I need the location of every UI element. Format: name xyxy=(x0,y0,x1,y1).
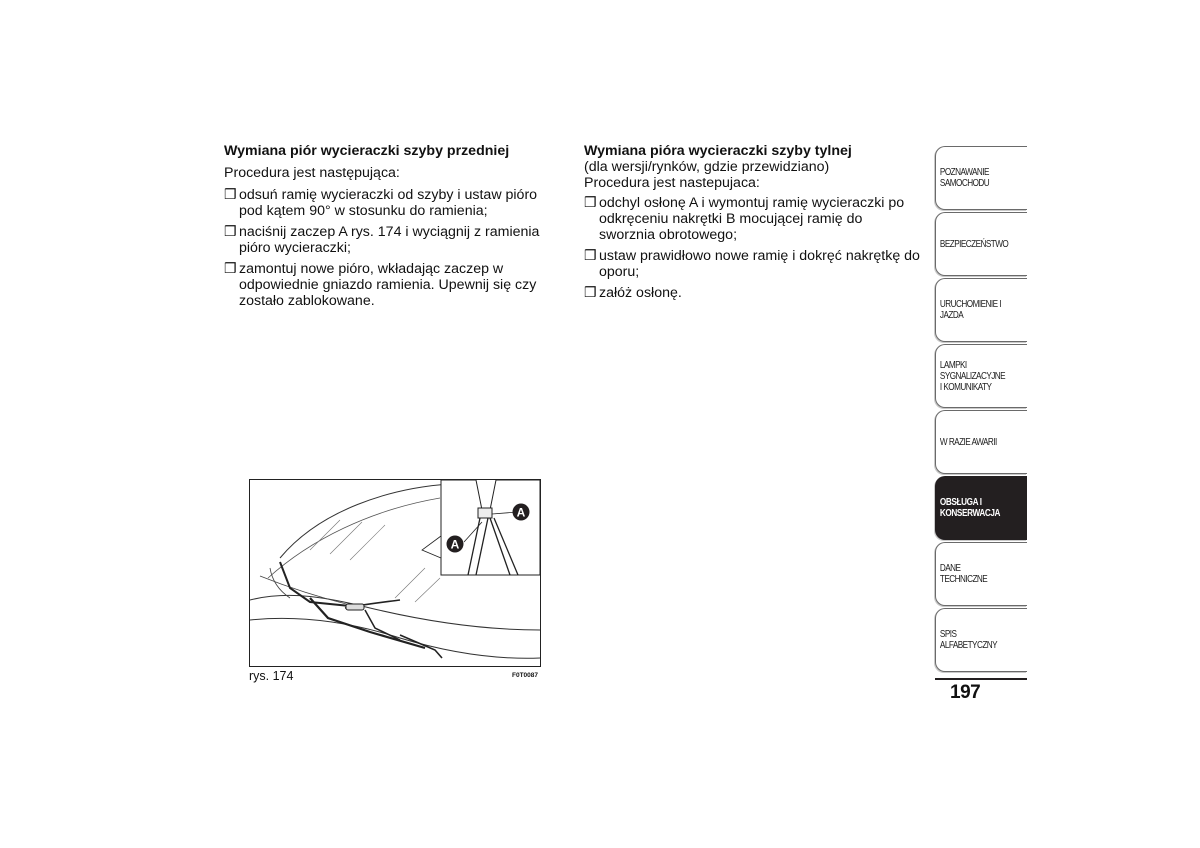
procedure-intro: Procedura jest nastepujaca: xyxy=(584,175,760,191)
figure-code: F0T0087 xyxy=(512,672,539,679)
wiper-illustration xyxy=(249,479,541,667)
list-item: ❒ odchyl osłonę A i wymontuj ramię wycieraczki po odkręceniu nakrętki B mocującej ramię do sworznia obrotowego; xyxy=(584,194,905,243)
list-item: ❒ naciśnij zaczep A rys. 174 i wyciągnij z ramienia pióro wycieraczki; xyxy=(224,223,540,256)
tab-bezpieczenstwo[interactable]: BEZPIECZEŃSTWO xyxy=(935,212,1027,276)
tab-lampki-sygnalizacyjne[interactable]: LAMPKI SYGNALIZACYJNE I KOMUNIKATY xyxy=(935,344,1027,408)
chapter-tabs xyxy=(935,146,1027,674)
callout-a-label: A xyxy=(516,505,526,520)
list-item: ❒ załóż osłonę. xyxy=(584,284,682,301)
bullet-box-icon: ❒ xyxy=(584,284,597,300)
list-item: ❒ ustaw prawidłowo nowe ramię i dokręć nakrętkę do oporu; xyxy=(584,247,920,280)
tab-dane-techniczne[interactable]: DANE TECHNICZNE xyxy=(935,542,1027,606)
left-column xyxy=(224,143,546,314)
bullet-box-icon: ❒ xyxy=(584,247,597,263)
figure-caption: rys. 174 xyxy=(249,669,294,683)
tab-spis-alfabetyczny[interactable]: SPIS ALFABETYCZNY xyxy=(935,608,1027,672)
procedure-intro: Procedura jest następująca: xyxy=(224,165,400,181)
tab-poznawanie-samochodu[interactable]: POZNAWANIE SAMOCHODU xyxy=(935,146,1027,210)
section-subheading: (dla wersji/rynków, gdzie przewidziano) xyxy=(584,159,830,175)
tab-obsluga-i-konserwacja[interactable]: OBSŁUGA I KONSERWACJA xyxy=(935,476,1027,540)
callout-a-label: A xyxy=(450,537,460,552)
bullet-box-icon: ❒ xyxy=(224,260,237,276)
tab-w-razie-awarii[interactable]: W RAZIE AWARII xyxy=(935,410,1027,474)
rear-wiper-steps xyxy=(584,195,920,301)
front-wiper-steps xyxy=(224,187,546,309)
page-number-rule xyxy=(935,678,1027,680)
page-number: 197 xyxy=(950,682,981,703)
wiper-diagram xyxy=(250,480,540,666)
bullet-box-icon: ❒ xyxy=(584,194,597,210)
bullet-box-icon: ❒ xyxy=(224,186,237,202)
section-heading-rear-wiper: Wymiana pióra wycieraczki szyby tylnej xyxy=(584,143,852,159)
tab-uruchomienie-i-jazda[interactable]: URUCHOMIENIE I JAZDA xyxy=(935,278,1027,342)
bullet-box-icon: ❒ xyxy=(224,223,237,239)
right-column xyxy=(584,143,920,306)
section-heading-front-wiper: Wymiana piór wycieraczki szyby przedniej xyxy=(224,143,510,159)
list-item: ❒ odsuń ramię wycieraczki od szyby i ustaw pióro pod kątem 90° w stosunku do ramienia; xyxy=(224,186,538,219)
list-item: ❒ zamontuj nowe pióro, wkładając zaczep w odpowiednie gniazdo ramienia. Upewnij się czy zostało zablokowane. xyxy=(224,260,537,309)
